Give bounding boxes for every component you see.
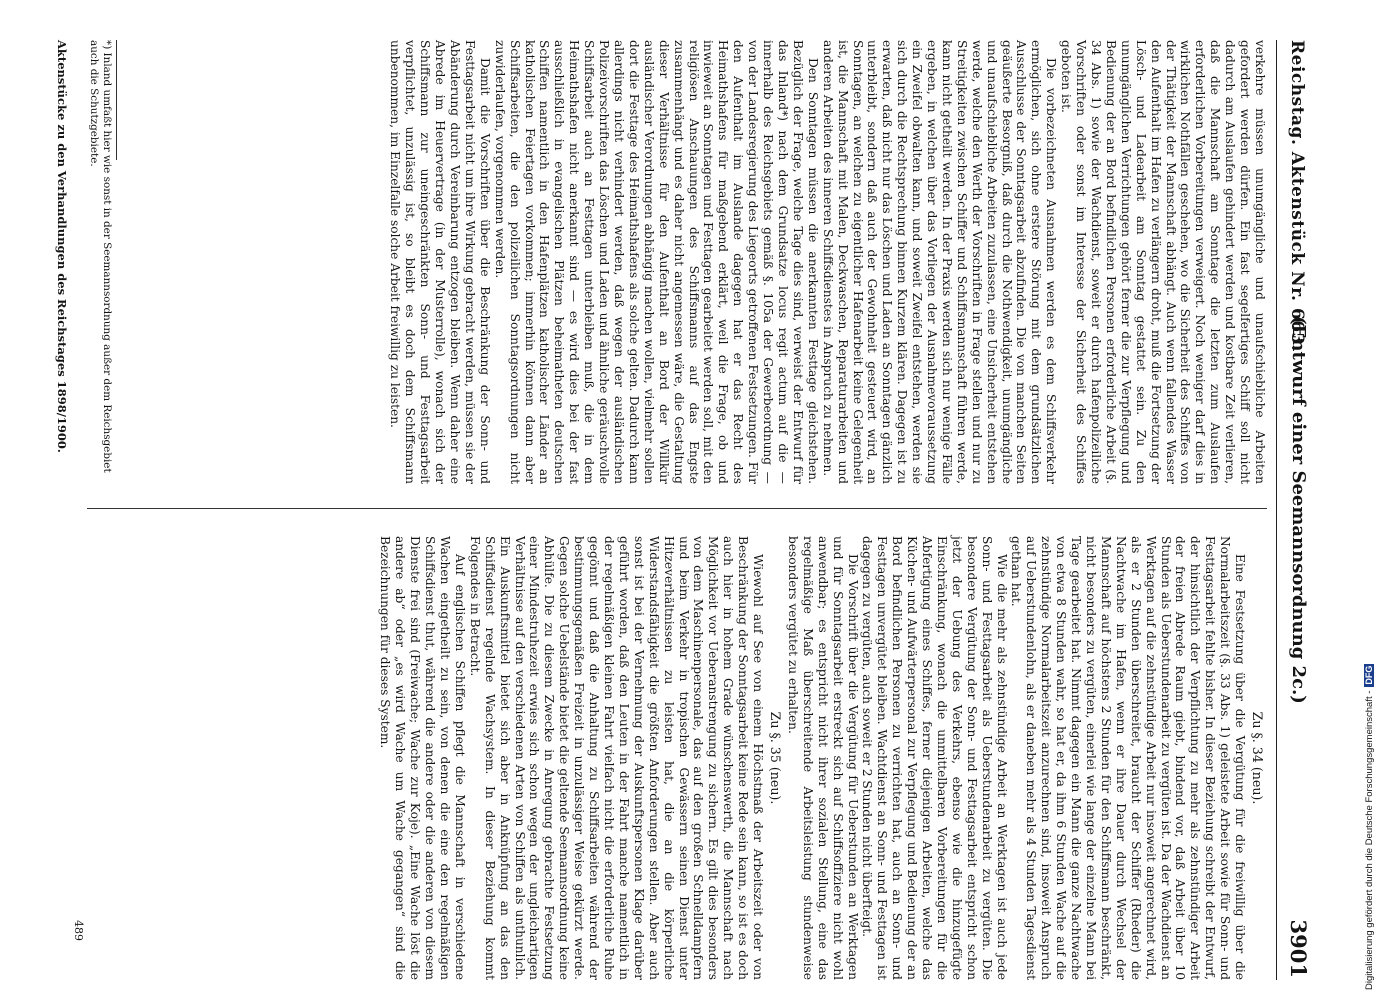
paragraph: Auf englischen Schiffen pflegt die Mannschaft in verschiedene Wachen eingetheilt zu sein, von denen die eine den regelmäßigen Schiffsdienst thut, während die andere oder die anderen von diesem Dienste frei sind (Freiwache; Wache zur Koje). „Eine Wache löst die andere ab“ oder „es wird Wache um Wache gegangen“ sind die Bezeichnungen für dieses System. (378, 536, 467, 980)
section-heading: Zu §. 35 (neu). (768, 711, 783, 805)
paragraph: verkehre müssen unumgängliche und unaufschiebliche Arbeiten gefordert werden dürfen. Ein fast segelfertiges Schiff soll nicht dadurch am Auslaufen gehindert werden und kostbare Zeit verlieren, daß die Mannschaft am Sonntage die letzten zum Auslaufen erforderlichen Vorbereitungen verweigert. Noch weniger darf dies in wirklichen Nothfällen geschehen, wo die Sicherheit des Schiffes von der Thätigkeit der Mannschaft abhängt. Auch wenn fallendes Wasser den Aufenthalt im Hafen zu verlängern droht, muß die Fortsetzung der Lösch- und Ladearbeit am Sonntag gestattet sein. Zu den unumgänglichen Verrichtungen gehört ferner die zur Verpflegung und Bedienung der an Bord befindlichen Personen erforderliche Arbeit (§. 34 Abs. 1) sowie der Wachdienst, soweit er durch hafenpolizeiliche Vorschriften oder sonst im Interesse der Sicherheit des Schiffes geboten ist. (1059, 40, 1267, 484)
footnote: *) Inland umfaßt hier wie sonst in der Seemannsordnung außer dem Reichsgebiet auch die Schutzgebiete. (88, 40, 113, 473)
digitization-note (1364, 664, 1375, 990)
footnote-rule (116, 40, 117, 160)
header-left: Reichstag. Aktenstück Nr. 663. (1287, 40, 1307, 352)
header-center: (Entwurf einer Seemannsordnung 2c.) (1288, 316, 1309, 704)
paragraph: Eine Festsetzung über die Vergütung für die freiwillig über die Normalarbeitszeit (§. 33 Abs. 1) geleistete Arbeit sowie für Sonn- und Festtagsarbeit fehlte bisher. In dieser Beziehung schreibt der Entwurf, der hinsichtlich der Verpflichtung zu mehr als zehnstündiger Arbeit der freien Abrede Raum giebt, bindend vor, daß Arbeit über 10 Stunden als Ueberstundenarbeit zu vergüten ist. Da der Wachdienst an Werktagen auf die zehnstündige Arbeit nur insoweit angerechnet wird, als er 2 Stunden überschreitet, braucht der Schiffer (Rheder) die Nachtwache im Hafen, wenn er ihre Dauer durch Wechsel der Mannschaft auf höchstens 2 Stunden für den Schiffsmann beschränkt, nicht besonders zu vergüten, einerlei wie lange der einzelne Mann bei Tage gearbeitet hat. Nimmt dagegen ein Mann die ganze Nachtwache von etwa 8 Stunden wahr, so hat er, da ihm 6 Stunden Wache auf die zehnstündige Normalarbeitszeit anzurechnen sind, insoweit Anspruch auf Ueberstundenlohn, als er daneben mehr als 4 Stunden Tagesdienst gethan hat. (1009, 536, 1248, 980)
paragraph: Wie die mehr als zehnstündige Arbeit an Werktagen ist auch jede Sonn- und Festtagsarbeit als Ueberstundenarbeit zu vergüten. Die besondere Vergütung der Sonn- und Festtagsarbeit entspricht schon jetzt der Uebung des Verkehrs, ebenso wie die hinzugefügte Einschränkung, wonach die unmittelbaren Vorbereitungen für die Abfertigung eines Schiffes, ferner diejenigen Arbeiten, welche das Küchen- und Aufwärterpersonal zur Verpflegung und Bedienung der an Bord befindlichen Personen zu verrichten hat, auch an Sonn- und Festtagen unvergütet bleiben. Wachtdienst an Sonn- und Festtagen ist dagegen zu vergüten, auch soweit er 2 Stunden nicht überfteigt. (860, 536, 1009, 980)
document-page (15, 40, 1315, 980)
page-header (1276, 40, 1315, 980)
paragraph: Den Sonntagen müssen die anerkannten Festtage gleichstehen. Bezüglich der Frage, welche Tage dies sind, verweist der Entwurf für das Inland*) nach dem Grundsatze locus regit actum auf die — innerhalb des Reichsgebiets gemäß §. 105a der Gewerbeordnung — von der Landesregierung des Liegeorts getroffenen Festsetzungen. Für den Aufenthalt im Auslande dagegen hat er das Recht des Heimathshafens für maßgebend erklärt, weil die Frage, ob und inwieweit an Sonntagen und Festtagen gearbeitet werden soll, mit den religiösen Anschauungen des Schiffsmanns auf das Engste zusammenhängt und es daher nicht angemessen wäre, die Gestaltung dieser Verhältnisse für den Aufenthalt an Bord der Willkür ausländischer Verordnungen abhängig machen wollen, vielmehr sollen dort die Festtage des Heimathshafens als solche gelten. Dadurch kann allerdings nicht verhindert werden, daß wegen der ausländischen Polizeivorschriften das Löschen und Laden und ähnliche geräuschvolle Schiffsarbeit auch an Festtagen unterbleiben muß, die in dem Heimathshafen nicht anerkannt sind — es wird dies bei der fast ausschließlich in evangelischen Plätzen beheimatheten deutschen Schiffen namentlich in den Hafenplätzen katholischer Länder an katholischen Feiertagen vorkommen; immerhin können dann aber Schiffsarbeiten, die den polizeilichen Sonntagsordnungen nicht zuwiderlaufen, vorgenommen werden. (492, 40, 820, 484)
page-footer: Aktenstücke zu den Verhandlungen des Reichstages 1898/1900. (55, 40, 69, 453)
column-divider (87, 508, 1267, 509)
paragraph: Wiewohl auf See von einem Höchstmaß der Arbeitszeit oder von Beschränkung der Sonntagsarbeit keine Rede sein kann, so ist es doch auch hier in hohem Grade wünschenswerth, die Mannschaft nach Möglichkeit vor Ueberanstrengung zu sichern. Es gilt dies besonders von dem Maschinenpersonale, das auf den großen Schnelldampfern und beim Verkehr in tropischen Gewässern seinen Dienst unter Hitzeverhältnissen zu leisten hat, die an die körperliche Widerstandsfähigkeit die größten Anforderungen stellen. Aber auch sonst ist bei der Vernehmung der Auskunftspersonen Klage darüber geführt worden, daß den Leuten in der Fahrt manche namentlich in der regelmäßigen kleinen Fahrt vielfach nicht die erforderliche Ruhe gegönnt und daß die Anhaltung zu Schiffsarbeiten während der bestimmungsgemäßen Freizeit in unzulässiger Weise gekürzt werde. Gegen solche Uebelstände bietet die geltende Seemannsordnung keine Abhülfe. Die zu diesem Zwecke in Anregung gebrachte Festsetzung einer Mindestruhezeit erwies sich schon wegen der ungleichartigen Verhältnisse auf den verschiedenen Arten von Schiffen als unthunlich. Ein Auskunftsmittel bietet sich aber in Anknüpfung an das den Schiffsdienst regelnde Wachsystem. In dieser Beziehung kommt Folgendes in Betracht. (467, 536, 766, 980)
header-page-number: 3901 (1286, 919, 1311, 978)
dfg-logo: DFG (1364, 665, 1374, 685)
paragraph: Die Vorschrift über die Vergütung für Ueberstunden an Werktagen und für Sonntagsarbeit erstreckt sich auf Schiffsoffiziere nicht wohl anwendbar; es entspricht nicht ihrer sozialen Stellung, eine das regelmäßige Maß überschreitende Arbeitsleistung stundenweise besonders vergütet zu erhalten. (785, 536, 860, 980)
section-heading: Zu §. 34 (neu). (1250, 711, 1265, 805)
left-column (388, 40, 1267, 484)
digitization-text: Digitalisierung gefördert durch die Deutsche Forschungsgemeinschaft - (1364, 690, 1375, 990)
paragraph: Damit die Vorschriften über die Beschränkung der Sonn- und Festtagsarbeit nicht um ihre Wirkung gebracht werden, müssen sie der Abänderung durch Vereinbarung entzogen bleiben. Wenn daher eine Abrede im Heuervertrage (in der Musterrolle), wonach sich der Schiffsmann zur uneingeschränkten Sonn- und Festtagsarbeit verpflichtet, unzulässig ist, so bleibt es doch dem Schiffsmann unbenommen, im Einzelfalle solche Arbeit freiwillig zu leisten. (388, 40, 492, 484)
page-number: 489 (72, 920, 85, 941)
paragraph: Die vorbezeichneten Ausnahmen werden es dem Schiffsverkehr ermöglichen, sich ohne erstere Störung mit dem grundsätzlichen Ausschlusse der Sonntagsarbeit abzufinden. Die von manchen Seiten geäußerte Besorgniß, daß durch die Nothwendigkeit, unumgängliche und unaufschiebliche Arbeiten zuzulassen, eine Unsicherheit entstehen werde, welche den Werth der Vorschriften in Frage stellen und nur zu Streitigkeiten zwischen Schiffer und Schiffsmannschaft führen werde, kann nicht getheilt werden. In der Praxis werden sich nur wenige Fälle ergeben, in welchen über das Vorliegen der Ausnahmevoraussetzung ein Zweifel obwalten kann, und soweit Zweifel entstehen, werden sie sich durch die Rechtsprechung binnen Kurzem klären. Dagegen ist zu erwarten, daß nicht nur das Löschen und Laden an Sonntagen gänzlich unterbleibt, sondern daß auch der Gewohnheit gesteuert wird, an Sonntagen, an welchen zu eigentlicher Hafenarbeit keine Gelegenheit ist, die Mannschaft mit Malen, Deckwaschen, Reparaturarbeiten und anderen Arbeiten des inneren Schiffsdienstes in Anspruch zu nehmen. (820, 40, 1059, 484)
right-column (378, 536, 1267, 980)
